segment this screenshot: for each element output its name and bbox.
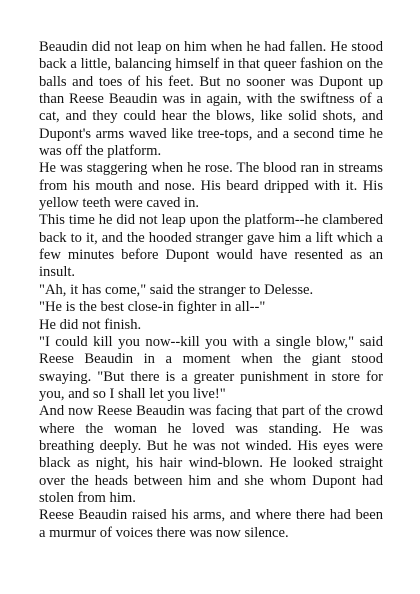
paragraph: Reese Beaudin raised his arms, and where there had been a murmur of voices there was now silence. <box>39 507 383 541</box>
paragraph: "I could kill you now--kill you with a single blow," said Reese Beaudin in a moment when the giant stood swaying. "But there is a greater punishment in store for you, and so I shall let you live!" <box>39 333 383 402</box>
paragraph: He did not finish. <box>39 316 142 333</box>
paragraph: Beaudin did not leap on him when he had fallen. He stood back a little, balancing himself in that queer fashion on the balls and toes of his feet. But no sooner was Dupont up than Reese Beaudin was in again, with the swiftness of a cat, and they could hear the blows, like solid shots, and Dupont's arms waved like tree-tops, and a second time he was off the platform. <box>39 39 383 160</box>
paragraph: He was staggering when he rose. The blood ran in streams from his mouth and nose. His beard dripped with it. His yellow teeth were caved in. <box>39 160 383 212</box>
paragraph: "Ah, it has come," said the stranger to Delesse. <box>39 281 314 298</box>
book-page <box>39 39 383 542</box>
paragraph: This time he did not leap upon the platform--he clambered back to it, and the hooded stranger gave him a lift which a few minutes before Dupont would have resented as an insult. <box>39 212 383 281</box>
paragraph: And now Reese Beaudin was facing that part of the crowd where the woman he loved was standing. He was breathing deeply. But he was not winded. His eyes were black as night, his hair wind-blown. He looked straight over the heads between him and she whom Dupont had stolen from him. <box>39 403 383 506</box>
paragraph: "He is the best close-in fighter in all--" <box>39 299 266 316</box>
